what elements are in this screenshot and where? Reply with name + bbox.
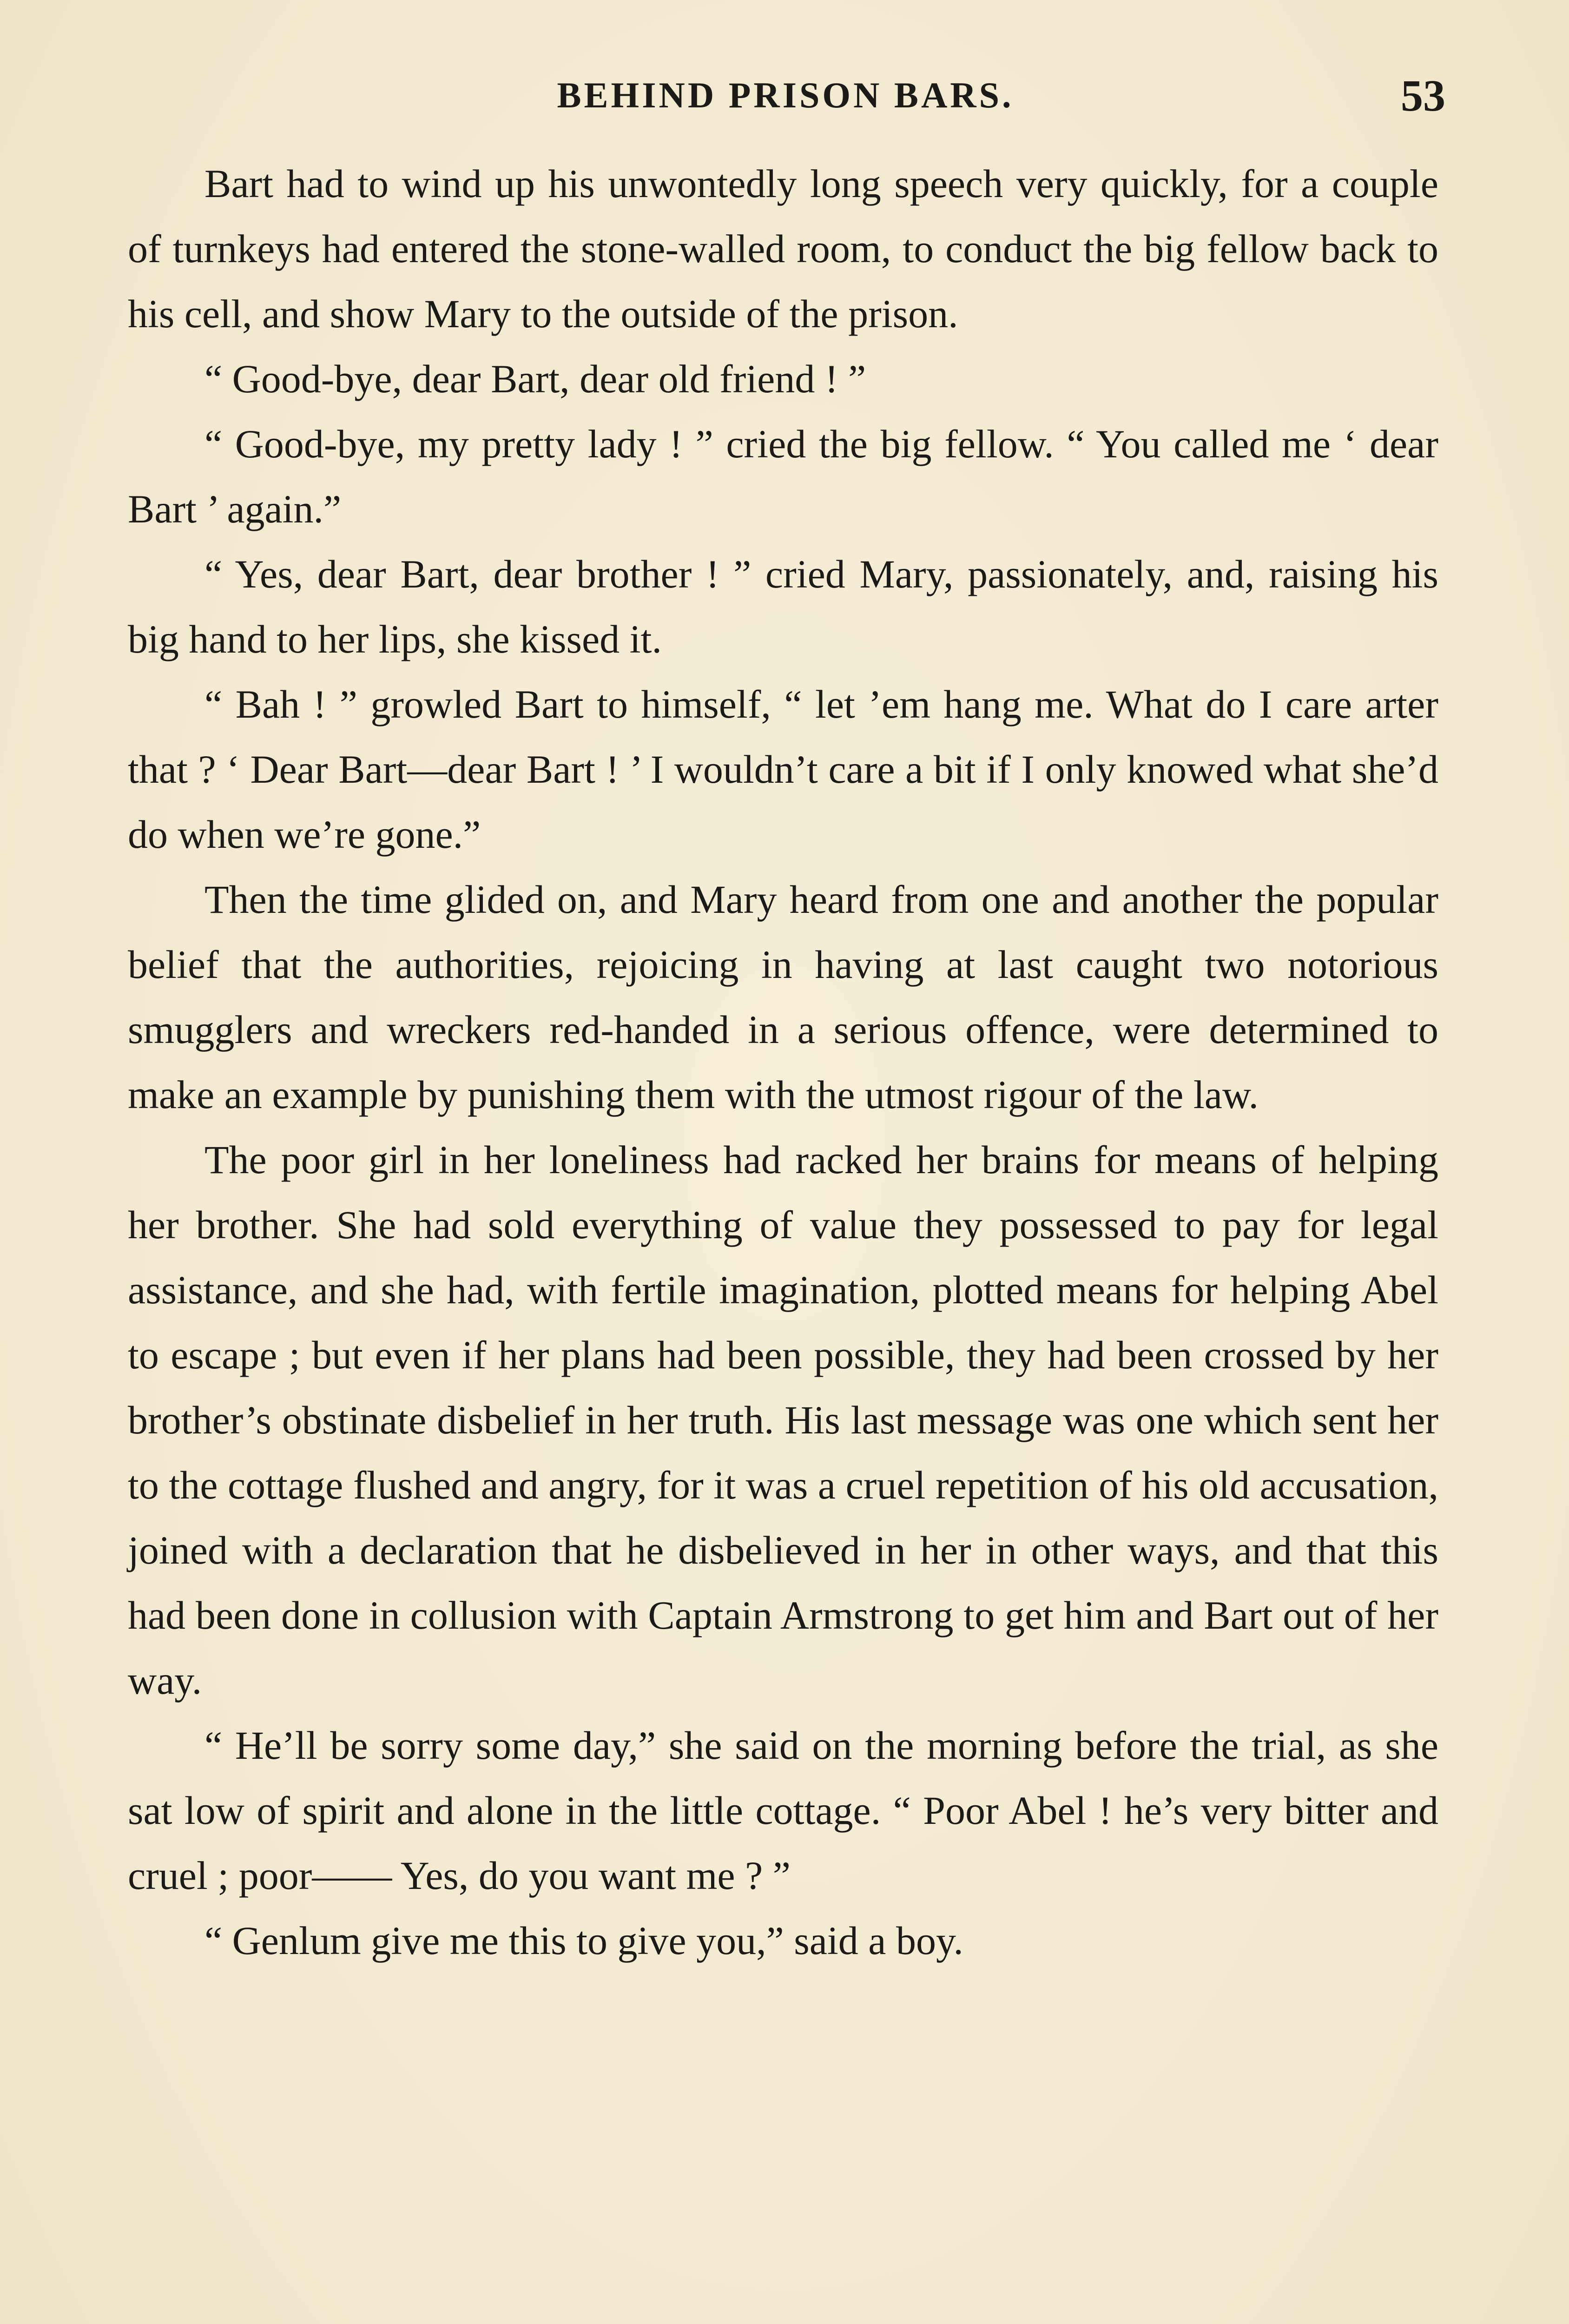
paragraph: Bart had to wind up his unwontedly long speech very quickly, for a couple of turnkeys had entered the stone-walled room, to conduct the big fellow back to his cell, and show Mary to the outside of the prison. <box>128 161 1438 336</box>
paragraph: “ Yes, dear Bart, dear brother ! ” cried Mary, passionately, and, raising his big hand to her lips, she kissed it. <box>128 552 1438 661</box>
page-number: 53 <box>1401 71 1445 120</box>
paragraph: Then the time glided on, and Mary heard from one and another the popular belief that the authorities, rejoicing in having at last caught two notorious smugglers and wreckers red-handed in a serious offence, were determined to make an example by punishing them with the utmost rigour of the law. <box>128 877 1438 1117</box>
running-head <box>125 70 1445 125</box>
running-title: BEHIND PRISON BARS. <box>557 75 1014 115</box>
paragraph: “ Genlum give me this to give you,” said a boy. <box>204 1918 963 1963</box>
body-text <box>128 151 1438 1973</box>
paragraph: “ He’ll be sorry some day,” she said on the morning before the trial, as she sat low of spirit and alone in the little cottage. “ Poor Abel ! he’s very bitter and cruel ; poor—— Yes, do you want me ? ” <box>128 1723 1438 1898</box>
paragraph: “ Good-bye, dear Bart, dear old friend ! ” <box>204 357 866 401</box>
paragraph: “ Good-bye, my pretty lady ! ” cried the big fellow. “ You called me ‘ dear Bart ’ again.” <box>128 422 1438 531</box>
paragraph: “ Bah ! ” growled Bart to himself, “ let ’em hang me. What do I care arter that ? ‘ Dear Bart—dear Bart ! ’ I wouldn’t care a bit if I only knowed what she’d do when we’re gone.” <box>128 682 1438 857</box>
paragraph: The poor girl in her loneliness had racked her brains for means of helping her brother. She had sold everything of value they possessed to pay for legal assistance, and she had, with fertile imagination, plotted means for helping Abel to escape ; but even if her plans had been possible, they had been crossed by her brother’s obstinate disbelief in her truth. His last message was one which sent her to the cottage flushed and angry, for it was a cruel repetition of his old accusation, joined with a declaration that he disbelieved in her in other ways, and that this had been done in collusion with Captain Armstrong to get him and Bart out of her way. <box>128 1137 1438 1703</box>
